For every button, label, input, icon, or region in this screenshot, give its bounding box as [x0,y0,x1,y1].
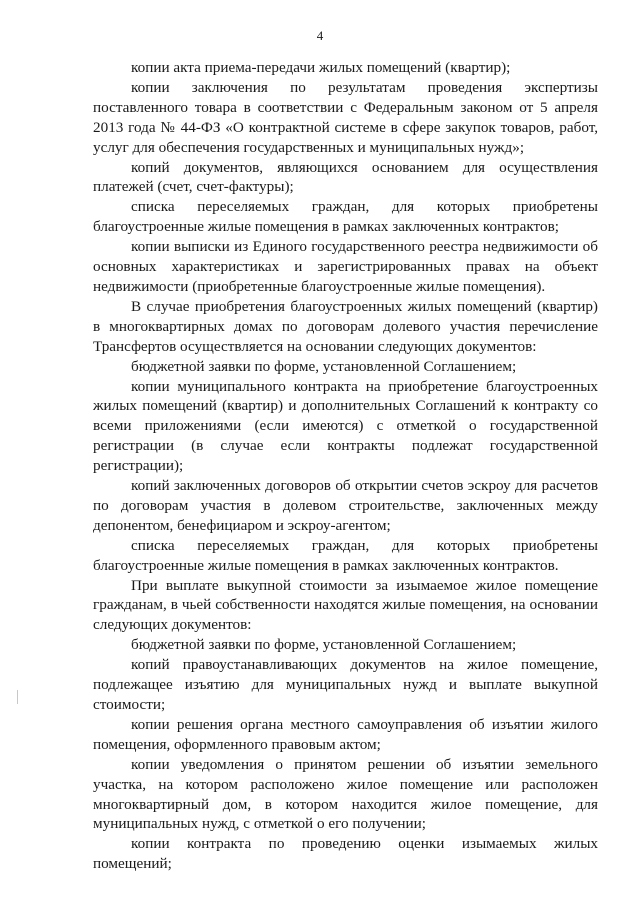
paragraph: списка переселяемых граждан, для которых приобретены благоустроенные жилые помещения в рамках заключенных контрактов. [93,536,598,574]
paragraph: бюджетной заявки по форме, установленной Соглашением; [131,357,517,375]
paragraph: копии решения органа местного самоуправления об изъятии жилого помещения, оформленного правовым актом; [93,715,598,753]
paragraph: копии выписки из Единого государственного реестра недвижимости об основных характеристиках и зарегистрированных правах на объект недвижимости (приобретенные благоустроенные жилые помещения). [93,238,598,295]
paragraph: списка переселяемых граждан, для которых приобретены благоустроенные жилые помещения в рамках заключенных контрактов; [93,198,598,236]
paragraph: копии контракта по проведению оценки изымаемых жилых помещений; [93,835,598,873]
document-body [93,58,598,874]
paragraph: копий документов, являющихся основанием для осуществления платежей (счет, счет-фактуры); [93,158,598,196]
paragraph: При выплате выкупной стоимости за изымаемое жилое помещение гражданам, в чьей собственности находятся жилые помещения, на основании следующих документов: [93,576,598,634]
paragraph: копий заключенных договоров об открытии счетов эскроу для расчетов по договорам участия в долевом строительстве, заключенных между депонентом, бенефициаром и эскроу-агентом; [93,477,598,534]
paragraph: копии заключения по результатам проведения экспертизы поставленного товара в соответствии с Федеральным законом от 5 апреля 2013 года № 44-ФЗ «О контрактной системе в сфере закупок товаров, работ, услуг для обеспечения государственных и муниципальных нужд»; [93,78,598,156]
page-number: 4 [316,28,324,43]
paragraph: копии акта приема-передачи жилых помещений (квартир); [131,59,511,76]
margin-mark [17,690,18,704]
paragraph: бюджетной заявки по форме, установленной Соглашением; [131,636,517,654]
paragraph: копии уведомления о принятом решении об изъятии земельного участка, на котором расположено жилое помещение или расположен многоквартирный дом, в котором находится жилое помещение, для муниципальных нужд, с отметкой о его получении; [93,755,598,833]
paragraph: копии муниципального контракта на приобретение благоустроенных жилых помещений (квартир) и дополнительных Соглашений к контракту со всеми приложениями (если имеются) с отметкой о государственной регистрации (в случае если контракты подлежат государственной регистрации); [93,377,598,475]
paragraph: В случае приобретения благоустроенных жилых помещений (квартир) в многоквартирных домах по договорам долевого участия перечисление Трансфертов осуществляется на основании следующих документов: [93,297,598,355]
paragraph: копий правоустанавливающих документов на жилое помещение, подлежащее изъятию для муниципальных нужд и выплате выкупной стоимости; [93,656,598,713]
